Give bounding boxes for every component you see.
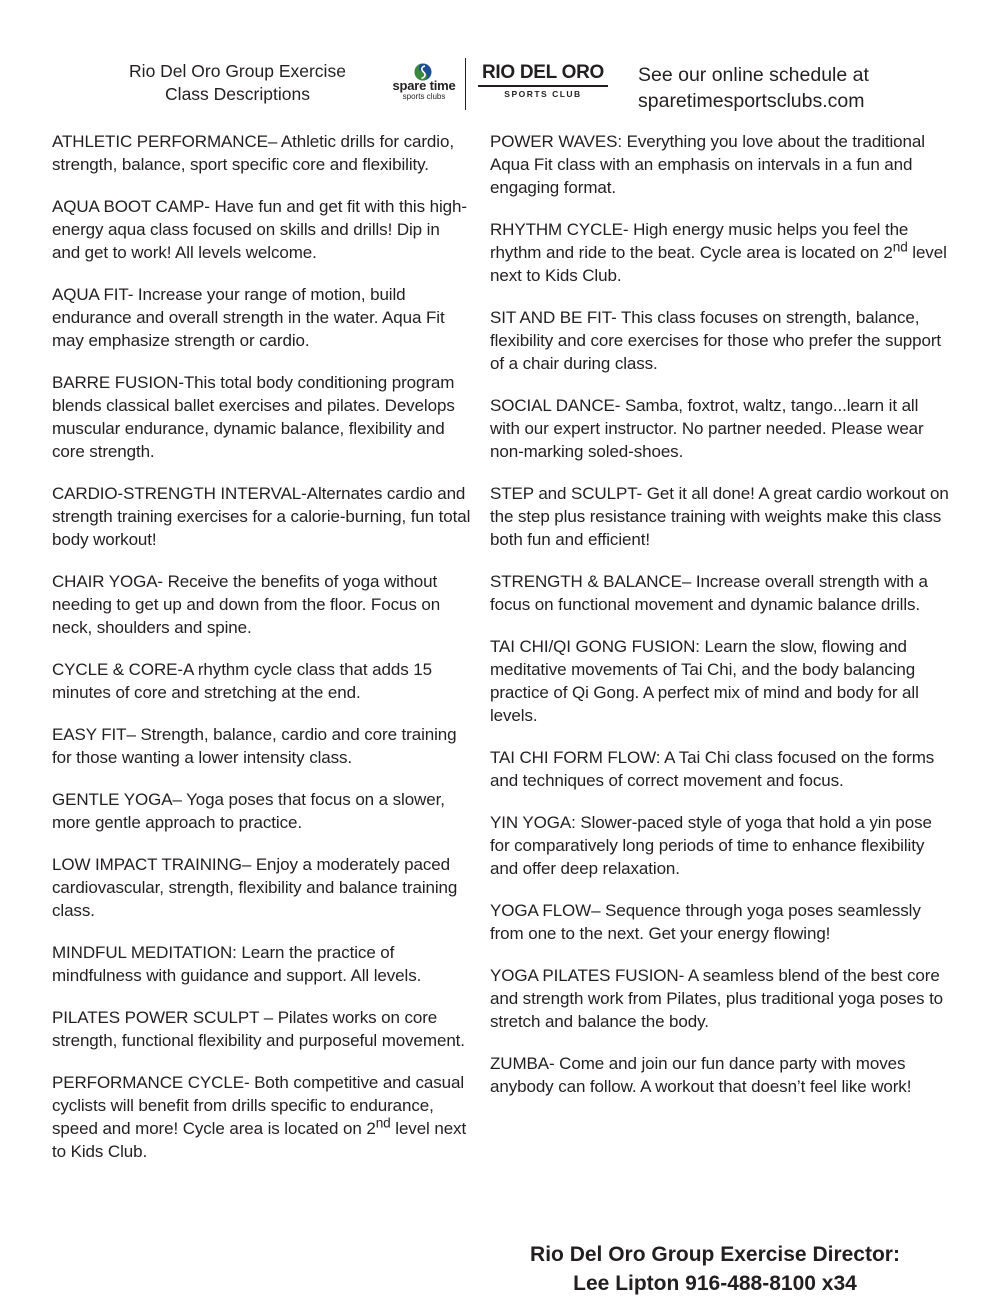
class-description-text: LOW IMPACT TRAINING– Enjoy a moderately paced cardiovascular, strength, flexibility and balance training class.	[52, 855, 458, 920]
class-description	[490, 218, 950, 287]
class-description-text: EASY FIT– Strength, balance, cardio and core training for those wanting a lower intensity class.	[52, 725, 457, 767]
class-description-text: STRENGTH & BALANCE– Increase overall strength with a focus on functional movement and dynamic balance drills.	[490, 572, 928, 614]
class-description	[52, 1006, 472, 1052]
right-class-column	[490, 130, 950, 1117]
class-description-text: BARRE FUSION-This total body conditioning program blends classical ballet exercises and pilates. Develops muscular endurance, dynamic balance, flexibility and core strength.	[52, 373, 455, 461]
online-schedule-line1: See our online schedule at	[638, 64, 869, 86]
class-description	[52, 130, 472, 176]
class-description-text: CYCLE & CORE-A rhythm cycle class that adds 15 minutes of core and stretching at the end.	[52, 660, 432, 702]
class-description	[490, 964, 950, 1033]
class-description-text-end: level next to Kids Club.	[490, 243, 947, 285]
class-description-text: GENTLE YOGA– Yoga poses that focus on a slower, more gentle approach to practice.	[52, 790, 445, 832]
class-description	[490, 130, 950, 199]
class-description	[52, 941, 472, 987]
class-description-text: CARDIO-STRENGTH INTERVAL-Alternates cardio and strength training exercises for a calorie-burning, fun total body workout!	[52, 484, 471, 549]
class-description	[490, 811, 950, 880]
class-description-text: YIN YOGA: Slower-paced style of yoga that hold a yin pose for comparatively long periods of time to enhance flexibility and offer deep relaxation.	[490, 813, 932, 878]
class-description-text: SIT AND BE FIT- This class focuses on strength, balance, flexibility and core exercises for those who prefer the support of a chair during class.	[490, 308, 942, 373]
class-description	[490, 306, 950, 375]
rio-del-oro-logo-sub: SPORTS CLUB	[504, 89, 582, 99]
online-schedule-url: sparetimesportsclubs.com	[638, 90, 865, 112]
class-description	[52, 371, 472, 463]
class-description-text: RHYTHM CYCLE- High energy music helps you feel the rhythm and ride to the beat. Cycle area is located on 2	[490, 220, 909, 262]
class-description	[52, 658, 472, 704]
director-contact	[470, 1240, 960, 1298]
class-description	[52, 195, 472, 264]
director-name-phone: Lee Lipton 916-488-8100 x34	[573, 1272, 857, 1295]
class-description	[490, 746, 950, 792]
class-description	[490, 635, 950, 727]
class-description	[52, 283, 472, 352]
spare-time-logo	[385, 60, 463, 110]
class-description	[52, 482, 472, 551]
class-description	[490, 899, 950, 945]
spare-time-logo-name: spare time	[392, 78, 456, 93]
class-description-text-end: level next to Kids Club.	[52, 1119, 467, 1161]
page-title-line1: Rio Del Oro Group Exercise	[129, 61, 346, 81]
class-description-text: AQUA BOOT CAMP- Have fun and get fit with this high-energy aqua class focused on skills and drills! Dip in and get to work! All levels welcome.	[52, 197, 467, 262]
class-description-text: ATHLETIC PERFORMANCE– Athletic drills for cardio, strength, balance, sport specific core and flexibility.	[52, 132, 454, 174]
class-description-text: PERFORMANCE CYCLE- Both competitive and casual cyclists will benefit from drills specific to endurance, speed and more! Cycle area is located on 2	[52, 1073, 465, 1138]
class-description-text: YOGA FLOW– Sequence through yoga poses seamlessly from one to the next. Get your energy flowing!	[490, 901, 921, 943]
page-title	[100, 60, 375, 106]
spare-time-logo-sub: sports clubs	[402, 92, 446, 101]
class-description	[490, 1052, 950, 1098]
ordinal-suffix: nd	[375, 1115, 391, 1131]
class-description-text: TAI CHI FORM FLOW: A Tai Chi class focused on the forms and techniques of correct movement and focus.	[490, 748, 935, 790]
ordinal-suffix: nd	[892, 239, 908, 255]
class-description-text: PILATES POWER SCULPT – Pilates works on core strength, functional flexibility and purposeful movement.	[52, 1008, 465, 1050]
class-description	[490, 570, 950, 616]
class-description-text: YOGA PILATES FUSION- A seamless blend of the best core and strength work from Pilates, plus traditional yoga poses to stretch and balance the body.	[490, 966, 944, 1031]
class-description-text: AQUA FIT- Increase your range of motion, build endurance and overall strength in the water. Aqua Fit may emphasize strength or cardio.	[52, 285, 445, 350]
director-title: Rio Del Oro Group Exercise Director:	[530, 1243, 900, 1266]
class-description	[52, 723, 472, 769]
rio-del-oro-logo	[474, 62, 612, 102]
class-description-text: POWER WAVES: Everything you love about the traditional Aqua Fit class with an emphasis on intervals in a fun and engaging format.	[490, 132, 925, 197]
class-description-text: TAI CHI/QI GONG FUSION: Learn the slow, flowing and meditative movements of Tai Chi, and the body balancing practice of Qi Gong. A perfect mix of mind and body for all levels.	[490, 637, 919, 725]
logo-divider	[465, 58, 466, 110]
class-description	[52, 853, 472, 922]
class-description	[52, 788, 472, 834]
rio-del-oro-logo-name: RIO DEL ORO	[482, 62, 604, 83]
online-schedule-note	[638, 62, 968, 114]
class-description	[52, 570, 472, 639]
class-description-text: ZUMBA- Come and join our fun dance party with moves anybody can follow. A workout that doesn’t feel like work!	[490, 1054, 912, 1096]
rio-del-oro-logo-rule	[478, 85, 608, 87]
class-description	[52, 1071, 472, 1163]
class-description-text: STEP and SCULPT- Get it all done! A great cardio workout on the step plus resistance training with weights make this class both fun and efficient!	[490, 484, 949, 549]
class-description-text: MINDFUL MEDITATION: Learn the practice of mindfulness with guidance and support. All levels.	[52, 943, 422, 985]
left-class-column	[52, 130, 472, 1182]
class-description-text: CHAIR YOGA- Receive the benefits of yoga without needing to get up and down from the floor. Focus on neck, shoulders and spine.	[52, 572, 441, 637]
class-description	[490, 482, 950, 551]
class-description-text: SOCIAL DANCE- Samba, foxtrot, waltz, tango...learn it all with our expert instructor. No partner needed. Please wear non-marking soled-shoes.	[490, 396, 924, 461]
class-description	[490, 394, 950, 463]
page-title-line2: Class Descriptions	[165, 84, 310, 104]
